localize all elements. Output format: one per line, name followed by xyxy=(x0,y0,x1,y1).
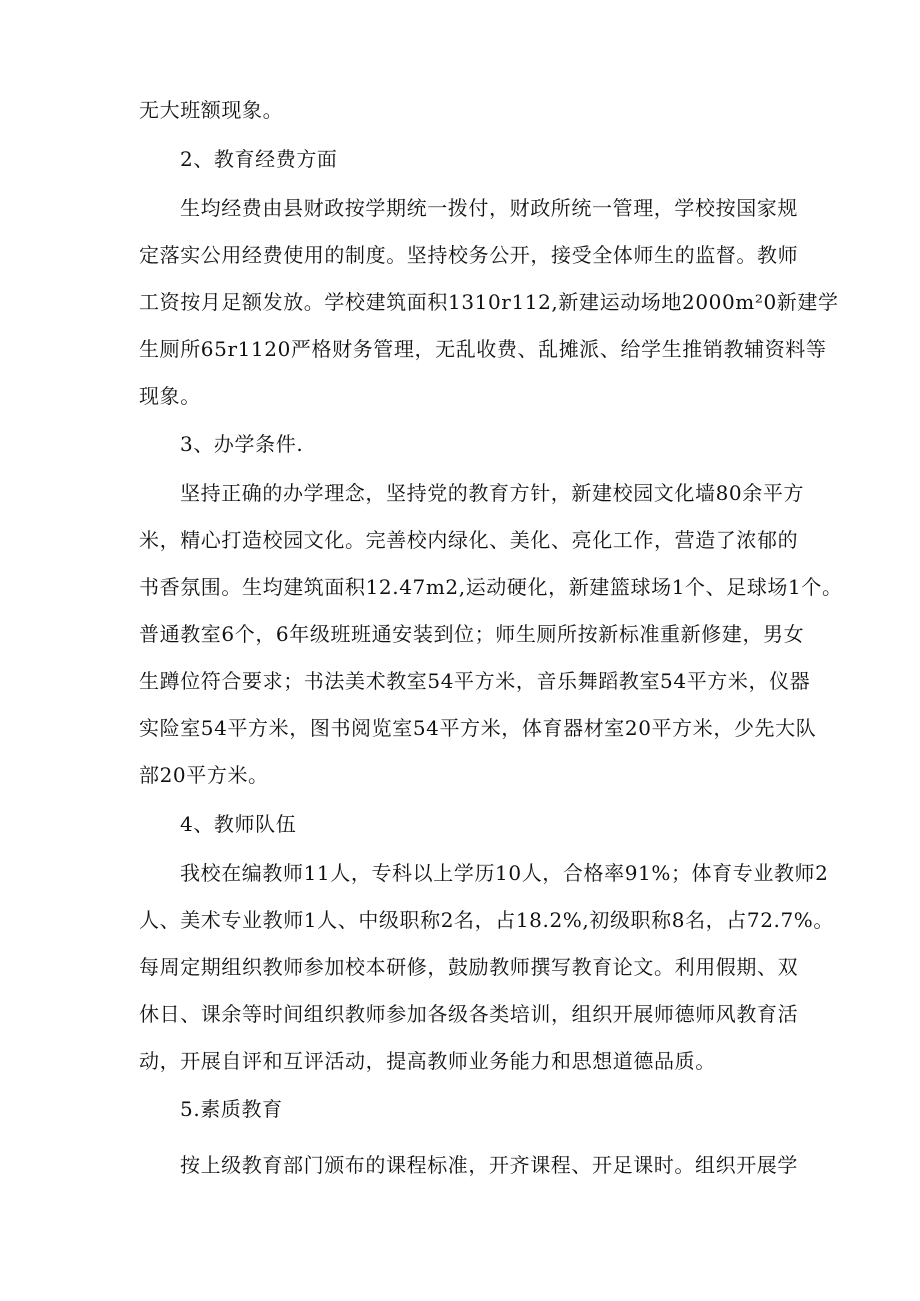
paragraph-line: 动，开展自评和互评活动，提高教师业务能力和思想道德品质。 xyxy=(139,1049,716,1073)
paragraph-line: 实险室54平方米，图书阅览室54平方米，体育器材室20平方米，少先大队 xyxy=(139,716,817,740)
paragraph-line: 每周定期组织教师参加校本研修，鼓励教师撰写教育论文。利用假期、双 xyxy=(139,955,799,979)
section-heading-school-conditions: 3、办学条件. xyxy=(180,432,304,456)
paragraph-line: 工资按月足额发放。学校建筑面积1310r112,新建运动场地2000m²0新建学 xyxy=(139,290,839,314)
section-heading-quality-education: 5.素质教育 xyxy=(180,1097,283,1121)
paragraph-line: 现象。 xyxy=(139,384,201,408)
paragraph-line: 生蹲位符合要求；书法美术教室54平方米，音乐舞蹈教室54平方米，仪器 xyxy=(139,669,811,693)
paragraph-line: 坚持正确的办学理念，坚持党的教育方针，新建校园文化墙80余平方 xyxy=(180,481,805,505)
paragraph-line: 定落实公用经费使用的制度。坚持校务公开，接受全体师生的监督。教师 xyxy=(139,243,799,267)
paragraph-line: 我校在编教师11人，专科以上学历10人，合格率91%；体育专业教师2 xyxy=(180,861,829,885)
paragraph-line: 休日、课余等时间组织教师参加各级各类培训，组织开展师德师风教育活 xyxy=(139,1002,799,1026)
paragraph-line: 人、美术专业教师1人、中级职称2名，占18.2%,初级职称8名，占72.7%。 xyxy=(139,908,835,932)
paragraph-line: 书香氛围。生均建筑面积12.47m2,运动硬化，新建篮球场1个、足球场1个。 xyxy=(139,575,843,599)
paragraph-line: 米，精心打造校园文化。完善校内绿化、美化、亮化工作，营造了浓郁的 xyxy=(139,528,799,552)
paragraph-line: 部20平方米。 xyxy=(139,763,269,787)
section-heading-education-funding: 2、教育经费方面 xyxy=(180,147,338,171)
paragraph-line: 按上级教育部门颁布的课程标准，开齐课程、开足课时。组织开展学 xyxy=(180,1153,798,1177)
paragraph-line: 生厕所65r1120严格财务管理，无乱收费、乱摊派、给学生推销教辅资料等 xyxy=(139,337,827,361)
paragraph-line: 生均经费由县财政按学期统一拨付，财政所统一管理，学校按国家规 xyxy=(180,196,798,220)
paragraph-line: 普通教室6个，6年级班班通安装到位；师生厕所按新标准重新修建，男女 xyxy=(139,622,805,646)
section-heading-teaching-staff: 4、教师队伍 xyxy=(180,812,297,836)
paragraph-line: 无大班额现象。 xyxy=(139,98,284,122)
